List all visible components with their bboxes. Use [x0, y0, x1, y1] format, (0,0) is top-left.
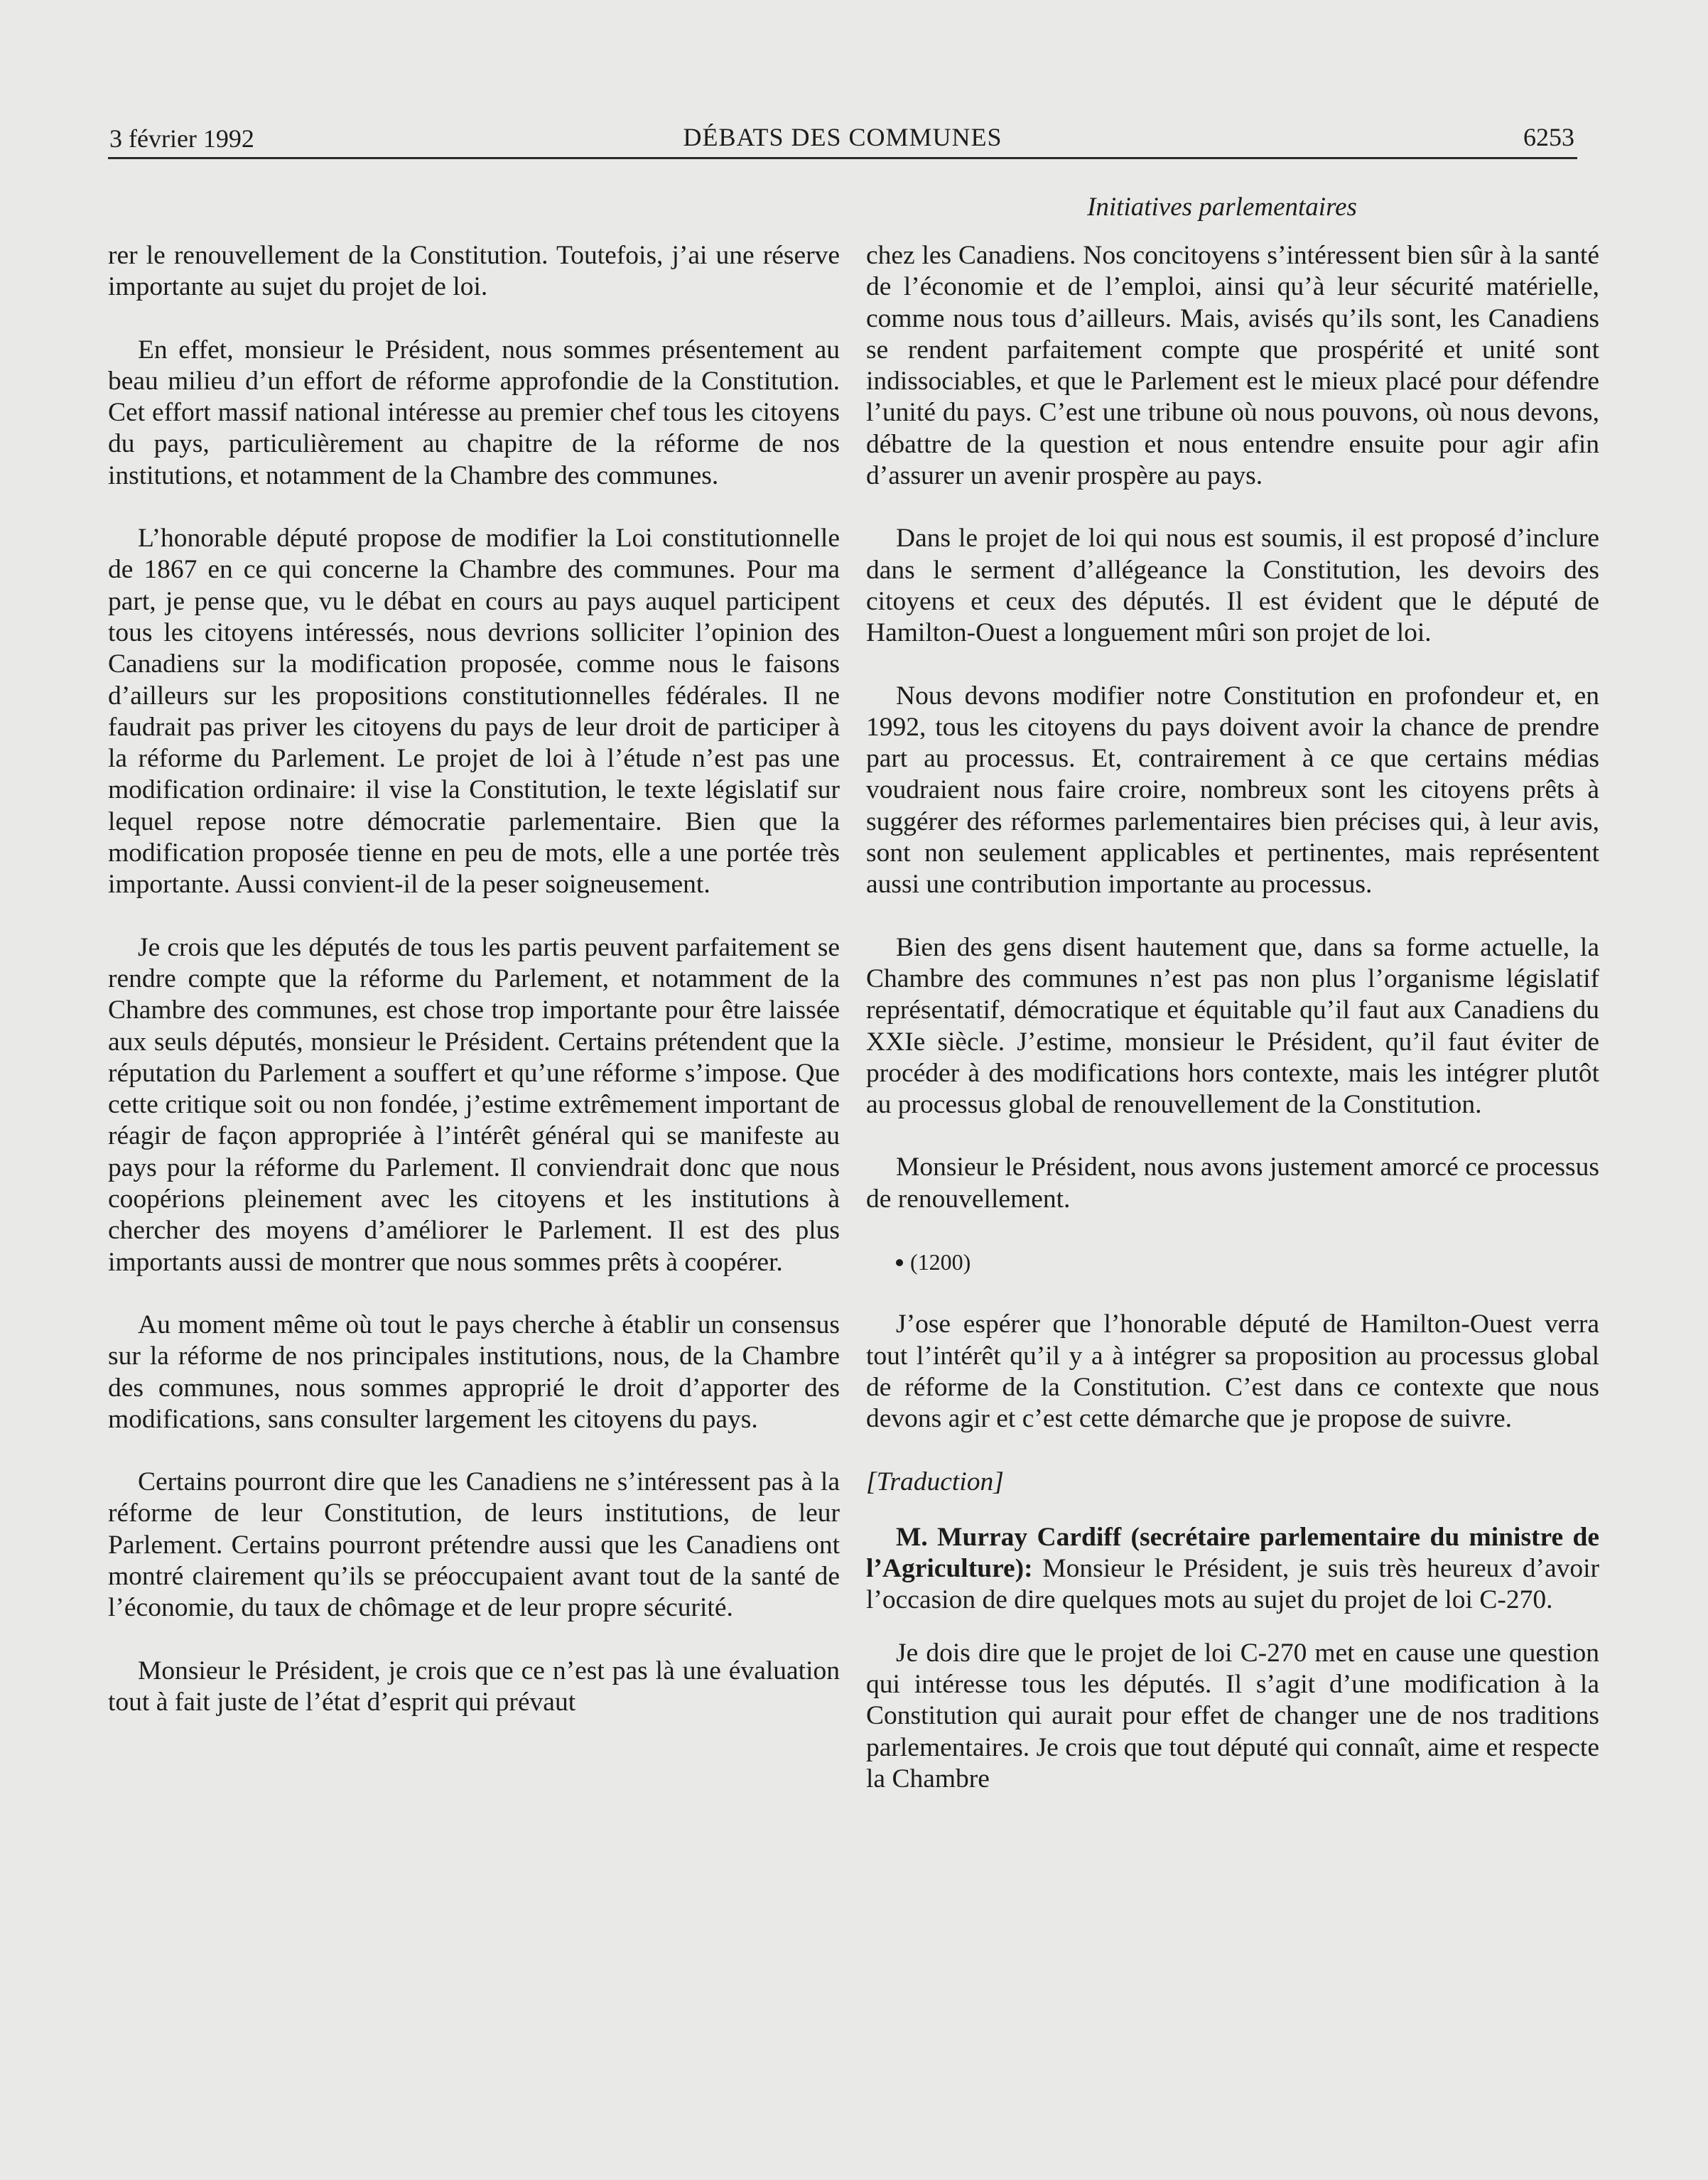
- speaker-paragraph: [866, 1522, 1599, 1617]
- paragraph: L’honorable député propose de modifier la Loi constitutionnelle de 1867 en ce qui concerne la Chambre des communes. Pour ma part, je pense que, vu le débat en cours au pays auquel participent tous les citoyens intéressés, nous devrions solliciter l’opinion des Canadiens sur la modification proposée, comme nous le faisons d’ailleurs sur les propositions constitutionnelles fédérales. Il ne faudrait pas priver les citoyens du pays de leur droit de participer à la réforme du Parlement. Le projet de loi à l’étude n’est pas une modification ordinaire: il vise la Constitution, le texte législatif sur lequel repose notre démocratie parlementaire. Bien que la modification proposée tienne en peu de mots, elle a une portée très importante. Aussi convient-il de la peser soigneusement.: [108, 524, 840, 900]
- translation-note: [Traduction]: [866, 1467, 1004, 1496]
- page-number: 6253: [1523, 123, 1574, 151]
- paragraph: Monsieur le Président, je crois que ce n’est pas là une évaluation tout à fait juste de l’état d’esprit qui prévaut: [108, 1656, 840, 1717]
- speaker-name: M. Murray Cardiff (secrétaire parlementaire du ministre de l’Agriculture):: [866, 1522, 1599, 1584]
- time-marker: [866, 1246, 1599, 1278]
- paragraph: Bien des gens disent hautement que, dans sa forme actuelle, la Chambre des communes n’est pas non plus l’organisme législatif représentatif, démocratique et équitable qu’il faut aux Canadiens du XXIe siècle. J’estime, monsieur le Président, qu’il faut éviter de procéder à des modifications hors contexte, mais les intégrer plutôt au processus global de renouvellement de la Constitution.: [866, 932, 1599, 1120]
- paragraph: En effet, monsieur le Président, nous sommes présentement au beau milieu d’un effort de réforme approfondie de la Constitution. Cet effort massif national intéresse au premier chef tous les citoyens du pays, particulièrement au chapitre de la réforme de nos institutions, et notamment de la Chambre des communes.: [108, 335, 840, 490]
- header-date: 3 février 1992: [109, 124, 254, 153]
- paragraph: Je dois dire que le projet de loi C-270 met en cause une question qui intéresse tous les députés. Il s’agit d’une modification à la Constitution qui aurait pour effet de changer une de nos traditions parlementaires. Je crois que tout député qui connaît, aime et respecte la Chambre: [866, 1638, 1599, 1793]
- time-marker-text: (1200): [910, 1249, 971, 1275]
- speaker-text: Monsieur le Président, je suis très heureux d’avoir l’occasion de dire quelques mots au sujet du projet de loi C-270.: [866, 1554, 1599, 1615]
- section-title: Initiatives parlementaires: [1087, 193, 1357, 222]
- paragraph: Au moment même où tout le pays cherche à établir un consensus sur la réforme de nos principales institutions, nous, de la Chambre des communes, nous sommes approprié le droit d’apporter des modifications, sans consulter largement les citoyens du pays.: [108, 1310, 840, 1434]
- paragraph: chez les Canadiens. Nos concitoyens s’intéressent bien sûr à la santé de l’économie et de l’emploi, ainsi qu’à leur sécurité matérielle, comme nous tous d’ailleurs. Mais, avisés qu’ils sont, les Canadiens se rendent parfaitement compte que prospérité et unité sont indissociables, et que le Parlement est le mieux placé pour défendre l’unité du pays. C’est une tribune où nous pouvons, où nous devons, débattre de la question et nous entendre ensuite pour agir afin d’assurer un avenir prospère au pays.: [866, 241, 1599, 491]
- paragraph: Je crois que les députés de tous les partis peuvent parfaitement se rendre compte que la réforme du Parlement, et notamment de la Chambre des communes, est chose trop importante pour être laissée aux seuls députés, monsieur le Président. Certains prétendent que la réputation du Parlement a souffert et qu’une réforme s’impose. Que cette critique soit ou non fondée, j’estime extrêmement important de réagir de façon appropriée à l’intérêt général qui se manifeste au pays pour la réforme du Parlement. Il conviendrait donc que nous coopérions pleinement avec les citoyens et les institutions à chercher des moyens d’améliorer le Parlement. Il est des plus importants aussi de montrer que nous sommes prêts à coopérer.: [108, 932, 840, 1277]
- bullet-icon: [896, 1259, 903, 1266]
- paragraph: Monsieur le Président, nous avons justement amorcé ce processus de renouvellement.: [866, 1153, 1599, 1214]
- right-column: [866, 240, 1599, 1826]
- page-header: [108, 119, 1577, 162]
- left-column: [108, 240, 840, 1749]
- paragraph: J’ose espérer que l’honorable député de Hamilton-Ouest verra tout l’intérêt qu’il y a à intégrer sa proposition au processus global de réforme de la Constitution. C’est dans ce contexte que nous devons agir et c’est cette démarche que je propose de suivre.: [866, 1310, 1599, 1434]
- paragraph: Nous devons modifier notre Constitution en profondeur et, en 1992, tous les citoyens du pays doivent avoir la chance de prendre part au processus. Et, contrairement à ce que certains médias voudraient nous faire croire, nombreux sont les citoyens prêts à suggérer des réformes parlementaires bien précises qui, à leur avis, sont non seulement applicables et pertinentes, mais représentent aussi une contribution importante au processus.: [866, 681, 1599, 900]
- paragraph: rer le renouvellement de la Constitution. Toutefois, j’ai une réserve importante au sujet du projet de loi.: [108, 241, 840, 302]
- header-title: DÉBATS DES COMMUNES: [683, 123, 1002, 151]
- header-rule: [108, 157, 1577, 159]
- paragraph: Dans le projet de loi qui nous est soumis, il est proposé d’inclure dans le serment d’allégeance la Constitution, les devoirs des citoyens et ceux des députés. Il est évident que le député de Hamilton-Ouest a longuement mûri son projet de loi.: [866, 524, 1599, 648]
- paragraph: Certains pourront dire que les Canadiens ne s’intéressent pas à la réforme de leur Constitution, de leurs institutions, de leur Parlement. Certains pourront prétendre aussi que les Canadiens ont montré clairement qu’ils se préoccupaient avant tout de la santé de l’économie, du taux de chômage et de leur propre sécurité.: [108, 1467, 840, 1623]
